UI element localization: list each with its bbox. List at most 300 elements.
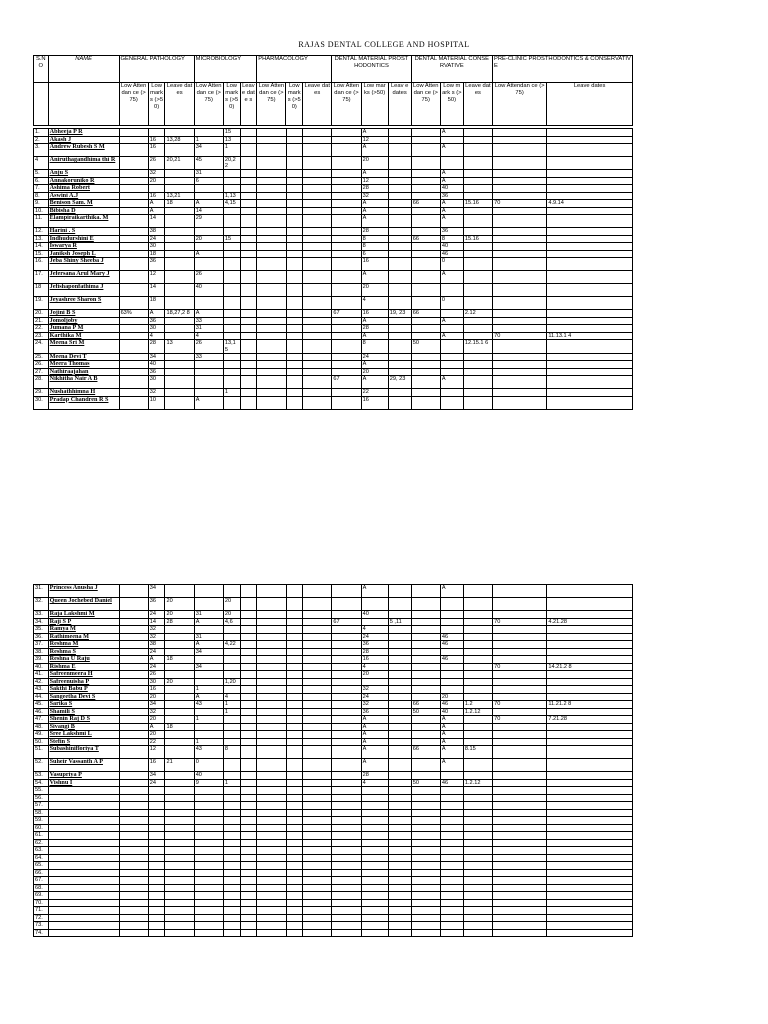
student-name: Iswarya R [48, 243, 119, 251]
table-cell [547, 157, 633, 170]
row-number: 58. [34, 809, 49, 817]
table-cell [411, 598, 440, 611]
table-cell [388, 129, 411, 137]
table-cell [257, 271, 286, 284]
row-number: 38. [34, 648, 49, 656]
student-name [48, 809, 119, 817]
table-cell: A [440, 215, 463, 228]
table-cell [119, 862, 148, 870]
table-cell [119, 325, 148, 333]
table-cell [303, 772, 332, 780]
table-cell [286, 809, 303, 817]
table-cell [411, 243, 440, 251]
table-cell: A [440, 271, 463, 284]
table-cell [286, 899, 303, 907]
table-cell [411, 626, 440, 634]
table-cell [303, 794, 332, 802]
table-cell [165, 353, 194, 361]
table-cell [332, 192, 361, 200]
table-cell [493, 787, 547, 795]
table-cell [257, 869, 286, 877]
table-cell [388, 899, 411, 907]
table-cell: A [361, 585, 388, 598]
table-cell [388, 297, 411, 310]
table-cell [303, 663, 332, 671]
table-cell [463, 759, 492, 772]
table-cell [119, 731, 148, 739]
table-cell [286, 907, 303, 915]
student-name [48, 907, 119, 915]
table-cell [165, 585, 194, 598]
table-cell [361, 892, 388, 900]
table-cell [119, 207, 148, 215]
table-cell [411, 332, 440, 340]
table-cell [388, 929, 411, 937]
table-cell: 6 [361, 250, 388, 258]
table-cell [493, 376, 547, 389]
table-cell [119, 129, 148, 137]
table-cell [411, 361, 440, 369]
table-row [34, 177, 633, 185]
table-cell [240, 200, 257, 208]
table-cell [411, 809, 440, 817]
table-cell: 40 [194, 284, 223, 297]
row-number: 22. [34, 325, 49, 333]
table-cell: 4 [223, 693, 240, 701]
table-row [34, 611, 633, 619]
table-cell [119, 185, 148, 193]
table-row [34, 824, 633, 832]
table-cell [332, 817, 361, 825]
row-number: 48. [34, 723, 49, 731]
table-cell [165, 317, 194, 325]
table-cell [547, 787, 633, 795]
table-cell [165, 884, 194, 892]
table-cell [547, 686, 633, 694]
table-cell [223, 809, 240, 817]
table-cell [194, 794, 223, 802]
table-cell [223, 802, 240, 810]
table-cell [194, 862, 223, 870]
table-cell [303, 258, 332, 271]
table-cell [194, 656, 223, 664]
table-cell [240, 914, 257, 922]
table-cell: 12 [361, 177, 388, 185]
table-cell: 4.21.28 [547, 618, 633, 626]
subheader-cell: Low Attendan ce (>75) [411, 83, 440, 126]
table-row [34, 794, 633, 802]
table-cell [257, 192, 286, 200]
student-name [48, 869, 119, 877]
table-row [34, 641, 633, 649]
table-cell [194, 598, 223, 611]
table-cell [547, 611, 633, 619]
table-cell [165, 235, 194, 243]
table-cell: 22 [148, 738, 165, 746]
table-cell: A [440, 317, 463, 325]
table-cell [411, 892, 440, 900]
table-cell [303, 759, 332, 772]
table-cell: 34 [148, 353, 165, 361]
table-cell [493, 907, 547, 915]
table-cell [240, 353, 257, 361]
table-cell: 13 [165, 340, 194, 353]
table-cell [440, 862, 463, 870]
table-cell: 32 [148, 626, 165, 634]
table-cell [257, 136, 286, 144]
table-row [34, 215, 633, 228]
table-cell [303, 824, 332, 832]
table-cell [388, 235, 411, 243]
table-cell [388, 884, 411, 892]
table-cell: 20 [165, 611, 194, 619]
table-cell [493, 185, 547, 193]
table-cell [240, 731, 257, 739]
table-cell [240, 376, 257, 389]
table-cell: A [194, 618, 223, 626]
table-cell: 36 [361, 708, 388, 716]
table-cell: 20 [165, 678, 194, 686]
table-cell [303, 340, 332, 353]
table-cell [493, 656, 547, 664]
table-cell [119, 633, 148, 641]
subheader-cell: Low mark s (>50) [223, 83, 240, 126]
student-name: Princess Anusha J [48, 585, 119, 598]
table-cell [148, 794, 165, 802]
table-cell [303, 585, 332, 598]
table-cell [165, 250, 194, 258]
table-cell [463, 317, 492, 325]
table-cell [493, 633, 547, 641]
table-cell [257, 598, 286, 611]
student-name [48, 839, 119, 847]
table-cell [194, 899, 223, 907]
table-cell: 0 [440, 258, 463, 271]
row-number: 30. [34, 396, 49, 409]
student-name: Aswini A.J [48, 192, 119, 200]
table-cell [286, 271, 303, 284]
table-cell [547, 869, 633, 877]
table-cell [119, 284, 148, 297]
table-cell [119, 759, 148, 772]
table-cell [411, 396, 440, 409]
table-cell: 4 [361, 626, 388, 634]
table-cell: 14 [148, 215, 165, 228]
table-row [34, 779, 633, 787]
table-cell [223, 332, 240, 340]
student-name: Sarika S [48, 701, 119, 709]
table-cell [194, 839, 223, 847]
table-cell [547, 892, 633, 900]
table-cell [463, 170, 492, 178]
header-dental-material-conservative: DENTAL MATERIAL CONSERVATIVE [411, 56, 492, 83]
table-row [34, 671, 633, 679]
table-cell [257, 746, 286, 759]
table-cell [388, 177, 411, 185]
table-cell [240, 832, 257, 840]
table-row [34, 701, 633, 709]
table-cell [388, 332, 411, 340]
table-cell [240, 598, 257, 611]
table-cell [547, 862, 633, 870]
table-cell [240, 136, 257, 144]
table-cell: 20 [361, 671, 388, 679]
table-cell: 31 [194, 611, 223, 619]
table-cell: 11.13.1 4 [547, 332, 633, 340]
table-cell [463, 611, 492, 619]
table-cell [388, 892, 411, 900]
table-cell [493, 157, 547, 170]
table-cell [440, 157, 463, 170]
table-cell: 46 [440, 701, 463, 709]
table-cell [165, 284, 194, 297]
table-cell [493, 396, 547, 409]
table-cell [493, 779, 547, 787]
table-cell [257, 258, 286, 271]
table-cell [332, 340, 361, 353]
student-name: Jefishaponfathima J [48, 284, 119, 297]
table-cell [194, 376, 223, 389]
table-cell [165, 862, 194, 870]
table-cell [286, 929, 303, 937]
table-cell [303, 368, 332, 376]
table-cell [223, 787, 240, 795]
table-cell [240, 271, 257, 284]
table-cell: 16 [148, 144, 165, 157]
table-cell [303, 200, 332, 208]
table-cell: 40 [361, 611, 388, 619]
table-cell [240, 794, 257, 802]
table-cell: 28 [148, 340, 165, 353]
table-cell [165, 686, 194, 694]
table-cell [257, 361, 286, 369]
header-table [33, 55, 633, 126]
row-number: 24. [34, 340, 49, 353]
student-name [48, 802, 119, 810]
subheader-cell: Leav e date s [240, 83, 257, 126]
table-cell [165, 332, 194, 340]
table-cell [240, 738, 257, 746]
table-cell [388, 648, 411, 656]
table-cell: A [440, 746, 463, 759]
table-cell [388, 389, 411, 397]
table-cell [361, 678, 388, 686]
table-cell [303, 899, 332, 907]
student-name [48, 862, 119, 870]
table-cell [165, 228, 194, 236]
table-cell [119, 671, 148, 679]
table-cell: 66 [411, 200, 440, 208]
table-row [34, 332, 633, 340]
table-cell [463, 817, 492, 825]
table-cell [286, 144, 303, 157]
table-cell [547, 794, 633, 802]
table-cell [165, 738, 194, 746]
table-cell [303, 389, 332, 397]
student-name [48, 899, 119, 907]
table-cell [148, 884, 165, 892]
row-number: 62. [34, 839, 49, 847]
table-cell [440, 353, 463, 361]
table-cell [286, 787, 303, 795]
table-cell [361, 877, 388, 885]
table-cell [240, 215, 257, 228]
table-cell [119, 907, 148, 915]
table-cell [257, 396, 286, 409]
table-cell [332, 839, 361, 847]
table-row [34, 862, 633, 870]
table-cell: 1 [194, 686, 223, 694]
table-cell [286, 396, 303, 409]
table-cell [119, 368, 148, 376]
table-cell: A [194, 693, 223, 701]
table-cell: 40 [440, 243, 463, 251]
table-cell [547, 723, 633, 731]
table-cell: A [440, 716, 463, 724]
table-cell [240, 678, 257, 686]
table-cell [440, 847, 463, 855]
table-cell [332, 228, 361, 236]
table-cell [165, 839, 194, 847]
table-cell [332, 746, 361, 759]
subheader-row [34, 83, 633, 126]
table-cell [547, 817, 633, 825]
table-cell: A [440, 376, 463, 389]
table-cell [493, 817, 547, 825]
subheader-cell: Low Attendan ce (>75) [493, 83, 547, 126]
table-cell [257, 185, 286, 193]
table-cell: 8 [440, 235, 463, 243]
table-cell: 1,13 [223, 192, 240, 200]
table-row [34, 250, 633, 258]
table-row [34, 396, 633, 409]
table-row [34, 877, 633, 885]
table-cell [547, 759, 633, 772]
table-cell: 7.21.28 [547, 716, 633, 724]
table-cell [257, 731, 286, 739]
table-cell [388, 817, 411, 825]
student-name: Harini . S [48, 228, 119, 236]
table-cell [303, 809, 332, 817]
table-cell [303, 325, 332, 333]
table-row [34, 258, 633, 271]
table-cell: 18 [148, 250, 165, 258]
table-cell: A [361, 200, 388, 208]
table-cell [148, 129, 165, 137]
table-cell [388, 325, 411, 333]
table-row [34, 738, 633, 746]
table-cell: 67 [332, 376, 361, 389]
table-cell: 20 [148, 731, 165, 739]
row-number: 51. [34, 746, 49, 759]
table-cell [411, 325, 440, 333]
table-cell: 20 [361, 368, 388, 376]
table-cell [223, 317, 240, 325]
table-cell: 33 [194, 353, 223, 361]
table-cell [547, 824, 633, 832]
table-cell [223, 297, 240, 310]
table-cell [303, 892, 332, 900]
table-cell [257, 678, 286, 686]
table-cell [411, 899, 440, 907]
table-cell [165, 258, 194, 271]
table-cell [547, 809, 633, 817]
table-cell [440, 794, 463, 802]
table-cell: 38 [148, 228, 165, 236]
table-cell [547, 361, 633, 369]
table-cell [194, 626, 223, 634]
table-row [34, 678, 633, 686]
row-number: 44. [34, 693, 49, 701]
table-cell [361, 907, 388, 915]
table-cell: 34 [194, 648, 223, 656]
table-cell: 20 [165, 598, 194, 611]
table-cell [463, 389, 492, 397]
table-cell [440, 611, 463, 619]
table-cell [257, 772, 286, 780]
table-cell [463, 129, 492, 137]
table-cell [165, 922, 194, 930]
row-number: 34. [34, 618, 49, 626]
student-name: Annakoruniko R [48, 177, 119, 185]
table-cell [463, 243, 492, 251]
student-name: Benison Sam. M [48, 200, 119, 208]
table-cell [257, 129, 286, 137]
table-cell [493, 170, 547, 178]
table-cell [223, 177, 240, 185]
table-cell [303, 839, 332, 847]
table-cell [411, 794, 440, 802]
table-cell [165, 207, 194, 215]
table-cell [240, 332, 257, 340]
table-cell [463, 626, 492, 634]
table-row [34, 832, 633, 840]
table-cell [223, 716, 240, 724]
table-cell [257, 170, 286, 178]
table-cell [257, 250, 286, 258]
student-table-page1 [33, 128, 633, 410]
table-cell [463, 914, 492, 922]
table-cell: 66 [411, 701, 440, 709]
table-cell [165, 633, 194, 641]
table-cell [165, 177, 194, 185]
table-cell [411, 929, 440, 937]
subheader-cell: Low Attendan ce (>75) [194, 83, 223, 126]
table-cell [388, 671, 411, 679]
table-cell [165, 746, 194, 759]
table-cell [119, 228, 148, 236]
table-cell [194, 708, 223, 716]
table-cell [411, 170, 440, 178]
table-cell [286, 200, 303, 208]
table-cell: 18 [148, 297, 165, 310]
table-cell [388, 228, 411, 236]
table-cell [493, 192, 547, 200]
table-cell [194, 585, 223, 598]
table-cell [463, 716, 492, 724]
row-number: 57. [34, 802, 49, 810]
row-number: 19. [34, 297, 49, 310]
table-cell [303, 317, 332, 325]
table-cell [440, 626, 463, 634]
table-cell [286, 340, 303, 353]
table-cell [148, 824, 165, 832]
row-number: 37. [34, 641, 49, 649]
student-name: Jojini B S [48, 310, 119, 318]
table-cell: 14 [148, 284, 165, 297]
table-cell: 1.2.12 [463, 708, 492, 716]
table-cell [493, 250, 547, 258]
